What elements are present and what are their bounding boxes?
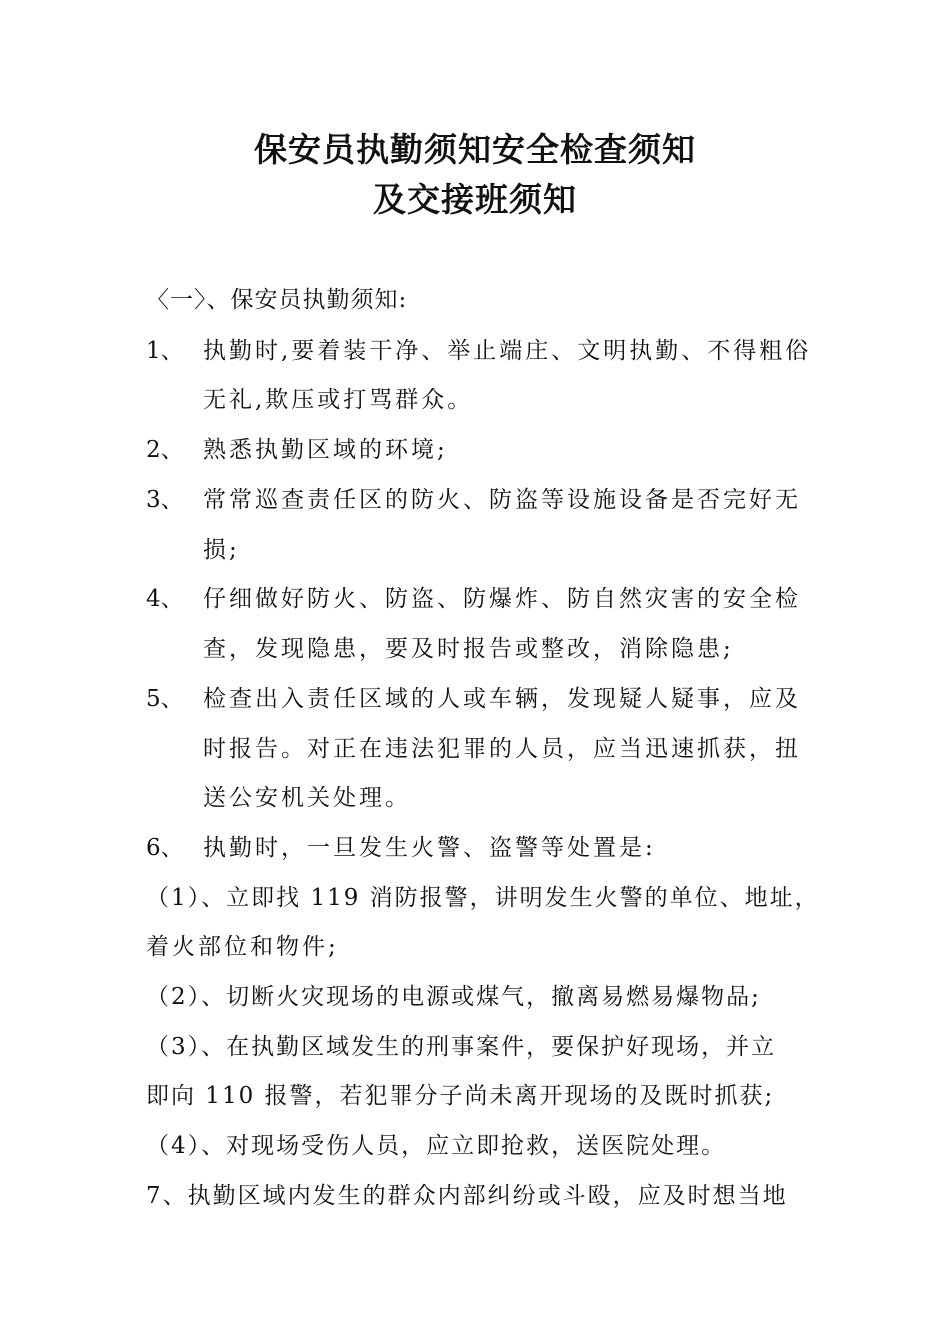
item-number-3: 3、 xyxy=(146,487,184,513)
document-title-line-1: 保安员执勤须知安全检查须知 xyxy=(254,130,696,169)
item-1-line-1: 执勤时,要着装干净、举止端庄、文明执勤、不得粗俗 xyxy=(203,338,812,364)
item-4-line-1: 仔细做好防火、防盗、防爆炸、防自然灾害的安全检 xyxy=(203,586,801,612)
sub-item-1-line-2: 着火部位和物件; xyxy=(146,934,339,960)
sub-item-3-line-1: （3）、在执勤区域发生的刑事案件，要保护好现场，并立 xyxy=(146,1034,777,1060)
item-number-1: 1、 xyxy=(146,338,184,364)
item-number-5: 5、 xyxy=(146,686,184,712)
sub-item-1-line-1: （1）、立即找 119 消防报警，讲明发生火警的单位、地址， xyxy=(146,885,820,911)
sub-item-3-line-2: 即向 110 报警，若犯罪分子尚未离开现场的及既时抓获; xyxy=(146,1083,775,1109)
item-3-line-2: 损; xyxy=(203,537,240,563)
item-number-4: 4、 xyxy=(146,586,184,612)
sub-item-4-line-1: （4）、对现场受伤人员，应立即抢救，送医院处理。 xyxy=(146,1133,727,1159)
item-7-line-1: 7、执勤区域内发生的群众内部纠纷或斗殴，应及时想当地 xyxy=(146,1183,788,1209)
item-1-line-2: 无礼,欺压或打骂群众。 xyxy=(203,387,474,413)
item-number-2: 2、 xyxy=(146,437,184,463)
item-5-line-3: 送公安机关处理。 xyxy=(203,785,411,811)
section-heading: 〈一〉、保安员执勤须知: xyxy=(146,287,408,313)
item-3-line-1: 常常巡查责任区的防火、防盗等设施设备是否完好无 xyxy=(203,487,801,513)
document-title-line-2: 及交接班须知 xyxy=(373,180,577,219)
item-2-line-1: 熟悉执勤区域的环境; xyxy=(203,437,448,463)
item-4-line-2: 查，发现隐患，要及时报告或整改，消除隐患; xyxy=(203,636,734,662)
item-5-line-1: 检查出入责任区域的人或车辆，发现疑人疑事，应及 xyxy=(203,686,801,712)
item-5-line-2: 时报告。对正在违法犯罪的人员，应当迅速抓获，扭 xyxy=(203,736,801,762)
item-6-line-1: 执勤时，一旦发生火警、盗警等处置是: xyxy=(203,835,656,861)
sub-item-2-line-1: （2）、切断火灾现场的电源或煤气，撤离易燃易爆物品; xyxy=(146,984,761,1010)
item-number-6: 6、 xyxy=(146,835,184,861)
